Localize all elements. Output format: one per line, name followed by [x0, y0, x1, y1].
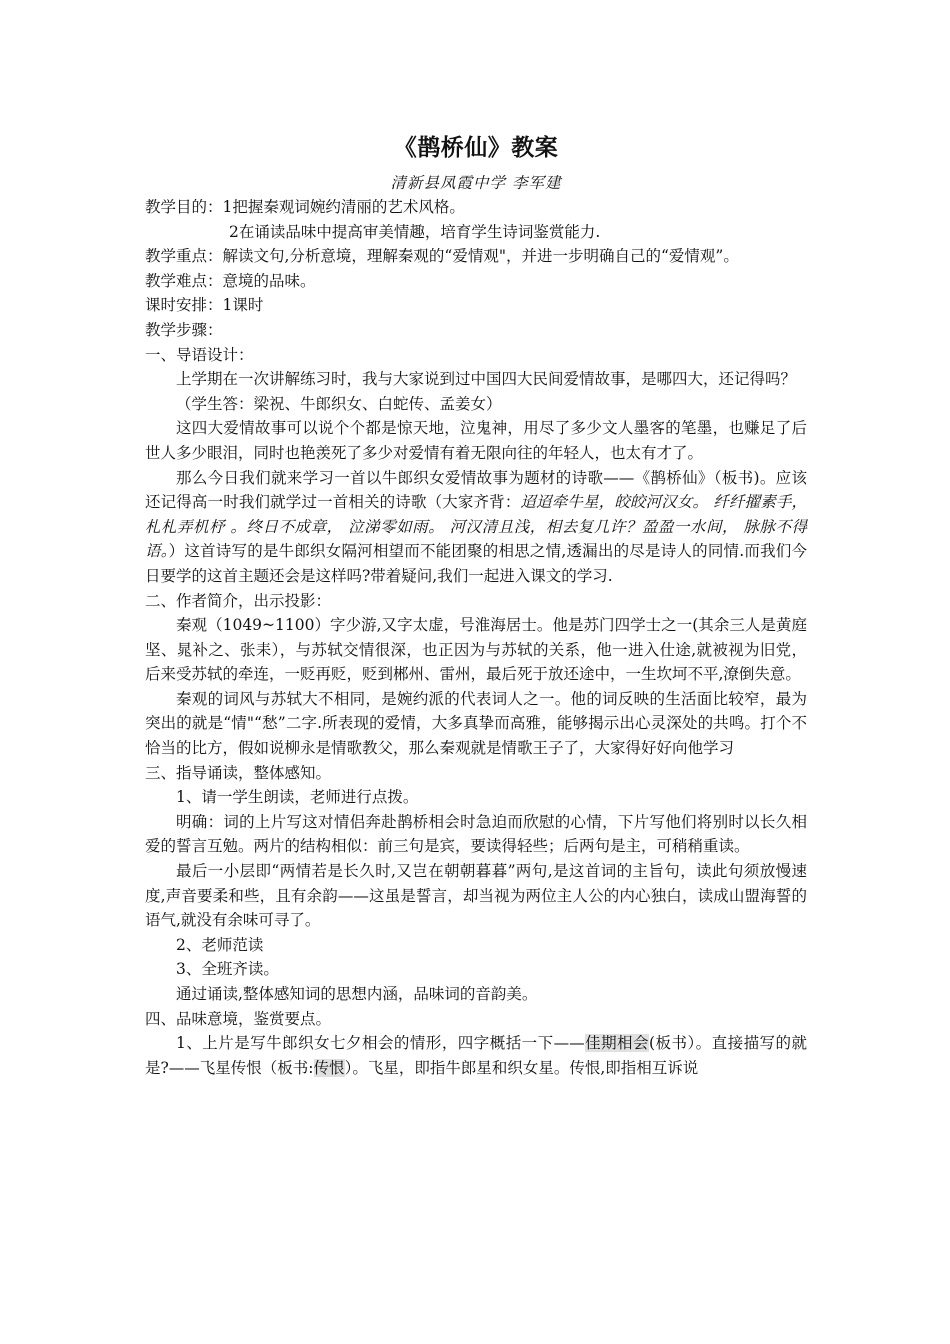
document-body: [145, 128, 807, 1080]
teaching-focus: 教学重点：解读文句,分析意境，理解秦观的“爱情观"，并进一步明确自己的“爱情观”。: [145, 247, 739, 266]
section-heading: 三、指导诵读，整体感知。: [145, 763, 332, 782]
section-heading: 一、导语设计：: [145, 345, 254, 364]
author-line: 清新县凤霞中学 李军建: [390, 174, 562, 192]
text-run: 1、上片是写牛郎织女七夕相会的情形，四字概括一下——: [176, 1034, 585, 1053]
page-title: 《鹊桥仙》教案: [393, 134, 559, 161]
steps-heading: 教学步骤：: [145, 320, 223, 339]
highlight: 佳期相会: [584, 1034, 649, 1053]
paragraph: 通过诵读,整体感知词的思想内涵，品味词的音韵美。: [176, 985, 538, 1003]
paragraph: [145, 466, 807, 589]
paragraph: 秦观（1049~1100）字少游,又字太虚，号淮海居士。他是苏门四学士之一(其余三人是黄庭坚、晁补之、张耒），与苏轼交情很深，也正因为与苏轼的关系，他一进入仕途,就被视为旧党，后来受苏轼的牵连，一贬再贬，贬到郴州、雷州，最后死于放还途中，一生坎坷不平,潦倒失意。: [145, 616, 807, 684]
teaching-aim-1: 教学目的：1把握秦观词婉约清丽的艺术风格。: [145, 198, 465, 216]
paragraph: 明确：词的上片写这对情侣奔赴鹊桥相会时急迫而欣慰的心情，下片写他们将别时以长久相爱的誓言互勉。两片的结构相似：前三句是宾，要读得轻些；后两句是主，可稍稍重读。: [145, 812, 807, 856]
poem-quote: 迢迢牵牛星，皎皎河汉女。 纤纤擢素手， 札札弄机杼 。终日不成章， 泣涕零如雨。 河汉清且浅，相去复几许？盈盈一水间， 脉脉不得语。: [145, 493, 807, 561]
section-heading: 四、品味意境，鉴赏要点。: [145, 1009, 332, 1028]
list-item: 2、老师范读: [176, 935, 264, 954]
text-run: ）。飞星，即指牛郎星和织女星。传恨,即指相互诉说: [344, 1058, 699, 1077]
paragraph: 最后一小层即“两情若是长久时,又岂在朝朝暮暮”两句,是这首词的主旨句，读此句须放慢速度,声音要柔和些，且有余韵——这虽是誓言，却当视为两位主人公的内心独白，读成山盟海誓的语气,就没有余味可寻了。: [145, 862, 807, 930]
paragraph: [145, 1031, 807, 1080]
text-run: ）这首诗写的是牛郎织女隔河相望而不能团聚的相思之情,透漏出的尽是诗人的同情.而我们今日要学的这首主题还会是这样吗?带着疑问,我们一起进入课文的学习.: [145, 542, 807, 585]
class-schedule: 课时安排：1课时: [145, 296, 264, 315]
highlight: 传恨: [313, 1058, 345, 1077]
paragraph: 这四大爱情故事可以说个个都是惊天地，泣鬼神，用尽了多少文人墨客的笔墨，也赚足了后世人多少眼泪，同时也艳羡死了多少对爱情有着无限向往的年轻人，也太有才了。: [145, 419, 807, 462]
text-run: 那么今日我们就来学习一首以牛郎织女爱情故事为题材的诗歌——《鹊桥仙》（板书)。应该还记得高一时我们就学过一首相关的诗歌（大家齐背：: [145, 468, 807, 512]
text-run: (板书）。直接描写的就是?——飞星传恨（板书:: [145, 1034, 807, 1077]
section-heading: 二、作者简介，出示投影：: [145, 591, 332, 610]
paragraph: （学生答：梁祝、牛郎织女、白蛇传、孟姜女）: [176, 394, 502, 413]
paragraph: 上学期在一次讲解练习时，我与大家说到过中国四大民间爱情故事，是哪四大，还记得吗？: [176, 370, 797, 389]
list-item: 1、请一学生朗读，老师进行点拨。: [176, 788, 419, 807]
paragraph: 秦观的词风与苏轼大不相同，是婉约派的代表词人之一。他的词反映的生活面比较窄，最为突出的就是“情"“愁”二字.所表现的爱情，大多真挚而高雅，能够揭示出心灵深处的共鸣。打个不恰当的比方，假如说柳永是情歌教父，那么秦观就是情歌王子了，大家得好好向他学习: [145, 689, 807, 758]
teaching-aim-2: 2在诵读品味中提高审美情趣，培育学生诗词鉴赏能力.: [229, 222, 601, 241]
teaching-difficulty: 教学难点：意境的品味。: [145, 271, 316, 290]
list-item: 3、全班齐读。: [176, 960, 279, 979]
